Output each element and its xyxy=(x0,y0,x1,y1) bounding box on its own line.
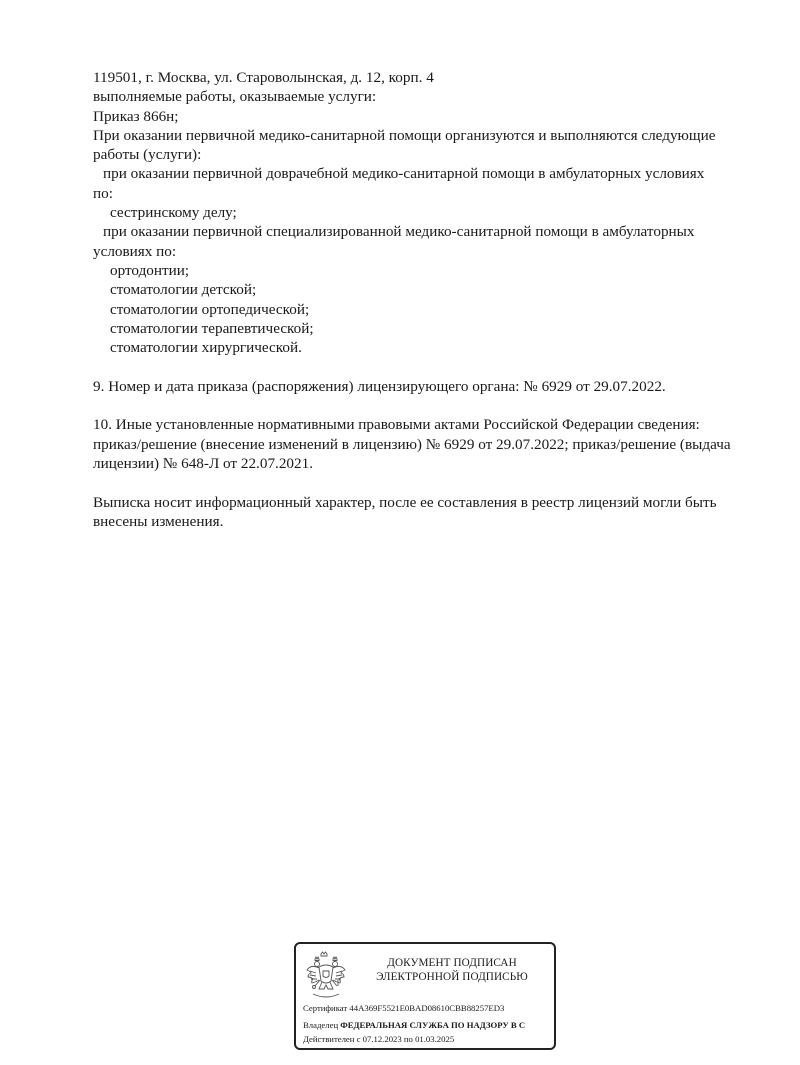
list-item-specialized: стоматологии ортопедической; xyxy=(110,300,310,318)
prenursing-line-1: при оказании первичной доврачебной медико-санитарной помощи в амбулаторных условиях xyxy=(103,165,705,183)
intro-line-1: При оказании первичной медико-санитарной помощи организуются и выполняются следующие xyxy=(93,126,716,144)
owner-name: ФЕДЕРАЛЬНАЯ СЛУЖБА ПО НАДЗОРУ В С xyxy=(340,1020,526,1030)
list-item-prenursing: сестринскому делу; xyxy=(110,204,237,222)
electronic-signature-stamp xyxy=(294,942,556,1050)
owner-line xyxy=(303,1020,525,1031)
stamp-title-line-1: ДОКУМЕНТ ПОДПИСАН xyxy=(387,957,517,969)
note-line-1: Выписка носит информационный характер, после ее составления в реестр лицензий могли быть xyxy=(93,493,717,511)
validity-period: Действителен с 07.12.2023 по 01.03.2025 xyxy=(303,1034,455,1044)
list-item-specialized: стоматологии детской; xyxy=(110,281,257,299)
list-item-specialized: стоматологии терапевтической; xyxy=(110,319,314,337)
note-line-2: внесены изменения. xyxy=(93,512,224,530)
item-10-line-3: лицензии) № 648-Л от 22.07.2021. xyxy=(93,454,314,472)
stamp-title xyxy=(352,956,552,984)
owner-label: Владелец xyxy=(303,1020,339,1030)
address-line: 119501, г. Москва, ул. Староволынская, д. 12, корп. 4 xyxy=(93,69,434,86)
stamp-title-line-2: ЭЛЕКТРОННОЙ ПОДПИСЬЮ xyxy=(376,971,528,983)
list-item-specialized: ортодонтии; xyxy=(110,261,190,279)
prenursing-line-2: по: xyxy=(93,184,113,202)
double-headed-eagle-emblem-icon xyxy=(304,950,348,1000)
works-label: выполняемые работы, оказываемые услуги: xyxy=(93,88,377,106)
intro-line-2: работы (услуги): xyxy=(93,146,202,164)
specialized-line-1: при оказании первичной специализированной медико-санитарной помощи в амбулаторных xyxy=(103,223,695,241)
item-10-line-1: 10. Иные установленные нормативными правовыми актами Российской Федерации сведения: xyxy=(93,416,700,434)
order-reference: Приказ 866н; xyxy=(93,107,179,125)
document-body xyxy=(93,68,763,531)
item-10-line-2: приказ/решение (внесение изменений в лицензию) № 6929 от 29.07.2022; приказ/решение (выдача xyxy=(93,435,731,453)
specialized-line-2: условиях по: xyxy=(93,242,177,260)
list-item-specialized: стоматологии хирургической. xyxy=(110,339,302,357)
certificate-number: Сертификат 44A369F5521E0BAD08610CBB88257ED3 xyxy=(303,1003,505,1013)
item-9: 9. Номер и дата приказа (распоряжения) лицензирующего органа: № 6929 от 29.07.2022. xyxy=(93,377,666,395)
